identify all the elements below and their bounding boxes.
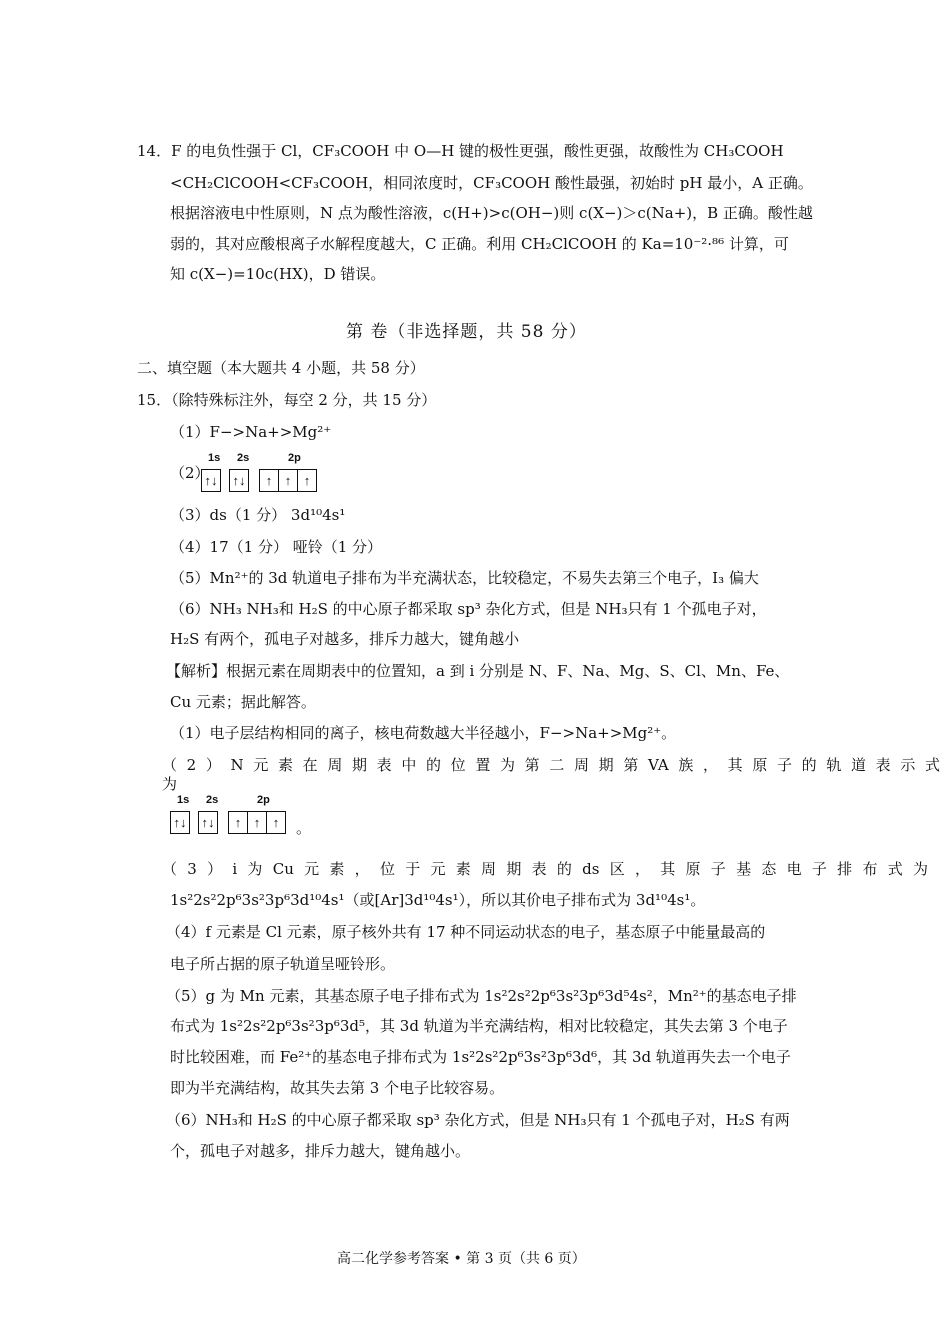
q15-answer-5: （5）Mn²⁺的 3d 轨道电子排布为半充满状态，比较稳定，不易失去第三个电子，I₃ 偏大 bbox=[170, 569, 759, 587]
orbital-box: ↑↓ bbox=[232, 473, 246, 488]
orbital-box: ↑ bbox=[229, 812, 248, 833]
q15-answer-6-line2: H₂S 有两个，孤电子对越多，排斥力越大，键角越小 bbox=[170, 630, 520, 648]
q15-answer-1: （1）F−>Na+>Mg²⁺ bbox=[170, 423, 332, 441]
orbital-box: ↑↓ bbox=[204, 473, 218, 488]
q15-answer-2-prefix: （2） bbox=[170, 464, 210, 482]
orbital-group-2p bbox=[228, 811, 286, 834]
orbital-box: ↑ bbox=[260, 470, 279, 491]
orbital-box: ↑ bbox=[272, 815, 280, 830]
q15-answer-4: （4）17（1 分） 哑铃（1 分） bbox=[170, 538, 383, 556]
explain-2-line1-end: 为 bbox=[162, 775, 178, 793]
q14-line3: 根据溶液电中性原则，N 点为酸性溶液，c(H+)>c(OH−)则 c(X−)＞c(Na+)，B 正确。酸性越 bbox=[170, 204, 813, 222]
orbital-label-2p: 2p bbox=[288, 452, 301, 464]
explain-2-suffix: 。 bbox=[296, 819, 312, 837]
q14-line1: 14．F 的电负性强于 Cl，CF₃COOH 中 O—H 键的极性更强，酸性更强，故酸性为 CH₃COOH bbox=[137, 142, 784, 160]
explain-6-line2: 个，孤电子对越多，排斥力越大，键角越小。 bbox=[170, 1142, 471, 1160]
q14-line5: 知 c(X−)=10c(HX)，D 错误。 bbox=[170, 265, 386, 283]
orbital-label-2s: 2s bbox=[237, 452, 250, 464]
analysis-line1: 【解析】根据元素在周期表中的位置知，a 到 i 分别是 N、F、Na、Mg、S、Cl、Mn、Fe、 bbox=[166, 662, 790, 680]
orbital-group-1s bbox=[170, 811, 190, 834]
explain-2-line1: （2）N元素在周期表中的位置为第二周期第VA族，其原子的轨道表示式 bbox=[162, 756, 940, 774]
explain-4-line2: 电子所占据的原子轨道呈哑铃形。 bbox=[170, 955, 396, 973]
orbital-group-2s bbox=[229, 469, 249, 492]
orbital-group-2s bbox=[198, 811, 218, 834]
q15-header: 15．（除特殊标注外，每空 2 分，共 15 分） bbox=[137, 391, 437, 409]
orbital-box: ↑↓ bbox=[201, 815, 215, 830]
orbital-label-2s: 2s bbox=[206, 794, 219, 806]
analysis-line2: Cu 元素；据此解答。 bbox=[170, 693, 316, 711]
orbital-group-1s bbox=[201, 469, 221, 492]
orbital-label-2p: 2p bbox=[257, 794, 270, 806]
explain-5-line4: 即为半充满结构，故其失去第 3 个电子比较容易。 bbox=[170, 1079, 505, 1097]
q14-line4: 弱的，其对应酸根离子水解程度越大，C 正确。利用 CH₂ClCOOH 的 Ka=10⁻²·⁸⁶ 计算，可 bbox=[170, 235, 789, 253]
orbital-group-2p bbox=[259, 469, 317, 492]
explain-3-line1: （3）i为Cu元素，位于元素周期表的ds区，其原子基态电子排布式为 bbox=[162, 860, 928, 878]
orbital-box: ↑ bbox=[279, 470, 298, 491]
q15-answer-3: （3）ds（1 分） 3d¹⁰4s¹ bbox=[170, 506, 346, 524]
explain-5-line1: （5）g 为 Mn 元素，其基态原子电子排布式为 1s²2s²2p⁶3s²3p⁶3d⁵4s²，Mn²⁺的基态电子排 bbox=[166, 987, 797, 1005]
section-title: 第 卷（非选择题，共 58 分） bbox=[346, 322, 587, 342]
explain-6-line1: （6）NH₃和 H₂S 的中心原子都采取 sp³ 杂化方式，但是 NH₃只有 1 个孤电子对，H₂S 有两 bbox=[166, 1111, 790, 1129]
explain-5-line3: 时比较困难，而 Fe²⁺的基态电子排布式为 1s²2s²2p⁶3s²3p⁶3d⁶，其 3d 轨道再失去一个电子 bbox=[170, 1048, 791, 1066]
explain-4-line1: （4）f 元素是 Cl 元素，原子核外共有 17 种不同运动状态的电子，基态原子中能量最高的 bbox=[166, 923, 766, 941]
orbital-label-1s: 1s bbox=[177, 794, 190, 806]
explain-1: （1）电子层结构相同的离子，核电荷数越大半径越小，F−>Na+>Mg²⁺。 bbox=[170, 724, 677, 742]
orbital-box: ↑ bbox=[248, 812, 267, 833]
part2-header: 二、填空题（本大题共 4 小题，共 58 分） bbox=[137, 359, 425, 377]
orbital-box: ↑ bbox=[303, 473, 311, 488]
explain-5-line2: 布式为 1s²2s²2p⁶3s²3p⁶3d⁵，其 3d 轨道为半充满结构，相对比较稳定，其失去第 3 个电子 bbox=[170, 1017, 788, 1035]
page-footer: 高二化学参考答案 • 第 3 页（共 6 页） bbox=[337, 1251, 586, 1267]
q14-line2: <CH₂ClCOOH<CF₃COOH，相同浓度时，CF₃COOH 酸性最强，初始时 pH 最小，A 正确。 bbox=[170, 174, 813, 192]
orbital-label-1s: 1s bbox=[208, 452, 221, 464]
explain-3-line2: 1s²2s²2p⁶3s²3p⁶3d¹⁰4s¹（或[Ar]3d¹⁰4s¹），所以其价电子排布式为 3d¹⁰4s¹。 bbox=[170, 891, 706, 909]
orbital-box: ↑↓ bbox=[173, 815, 187, 830]
q15-answer-6-line1: （6）NH₃ NH₃和 H₂S 的中心原子都采取 sp³ 杂化方式，但是 NH₃只有 1 个孤电子对， bbox=[170, 600, 767, 618]
